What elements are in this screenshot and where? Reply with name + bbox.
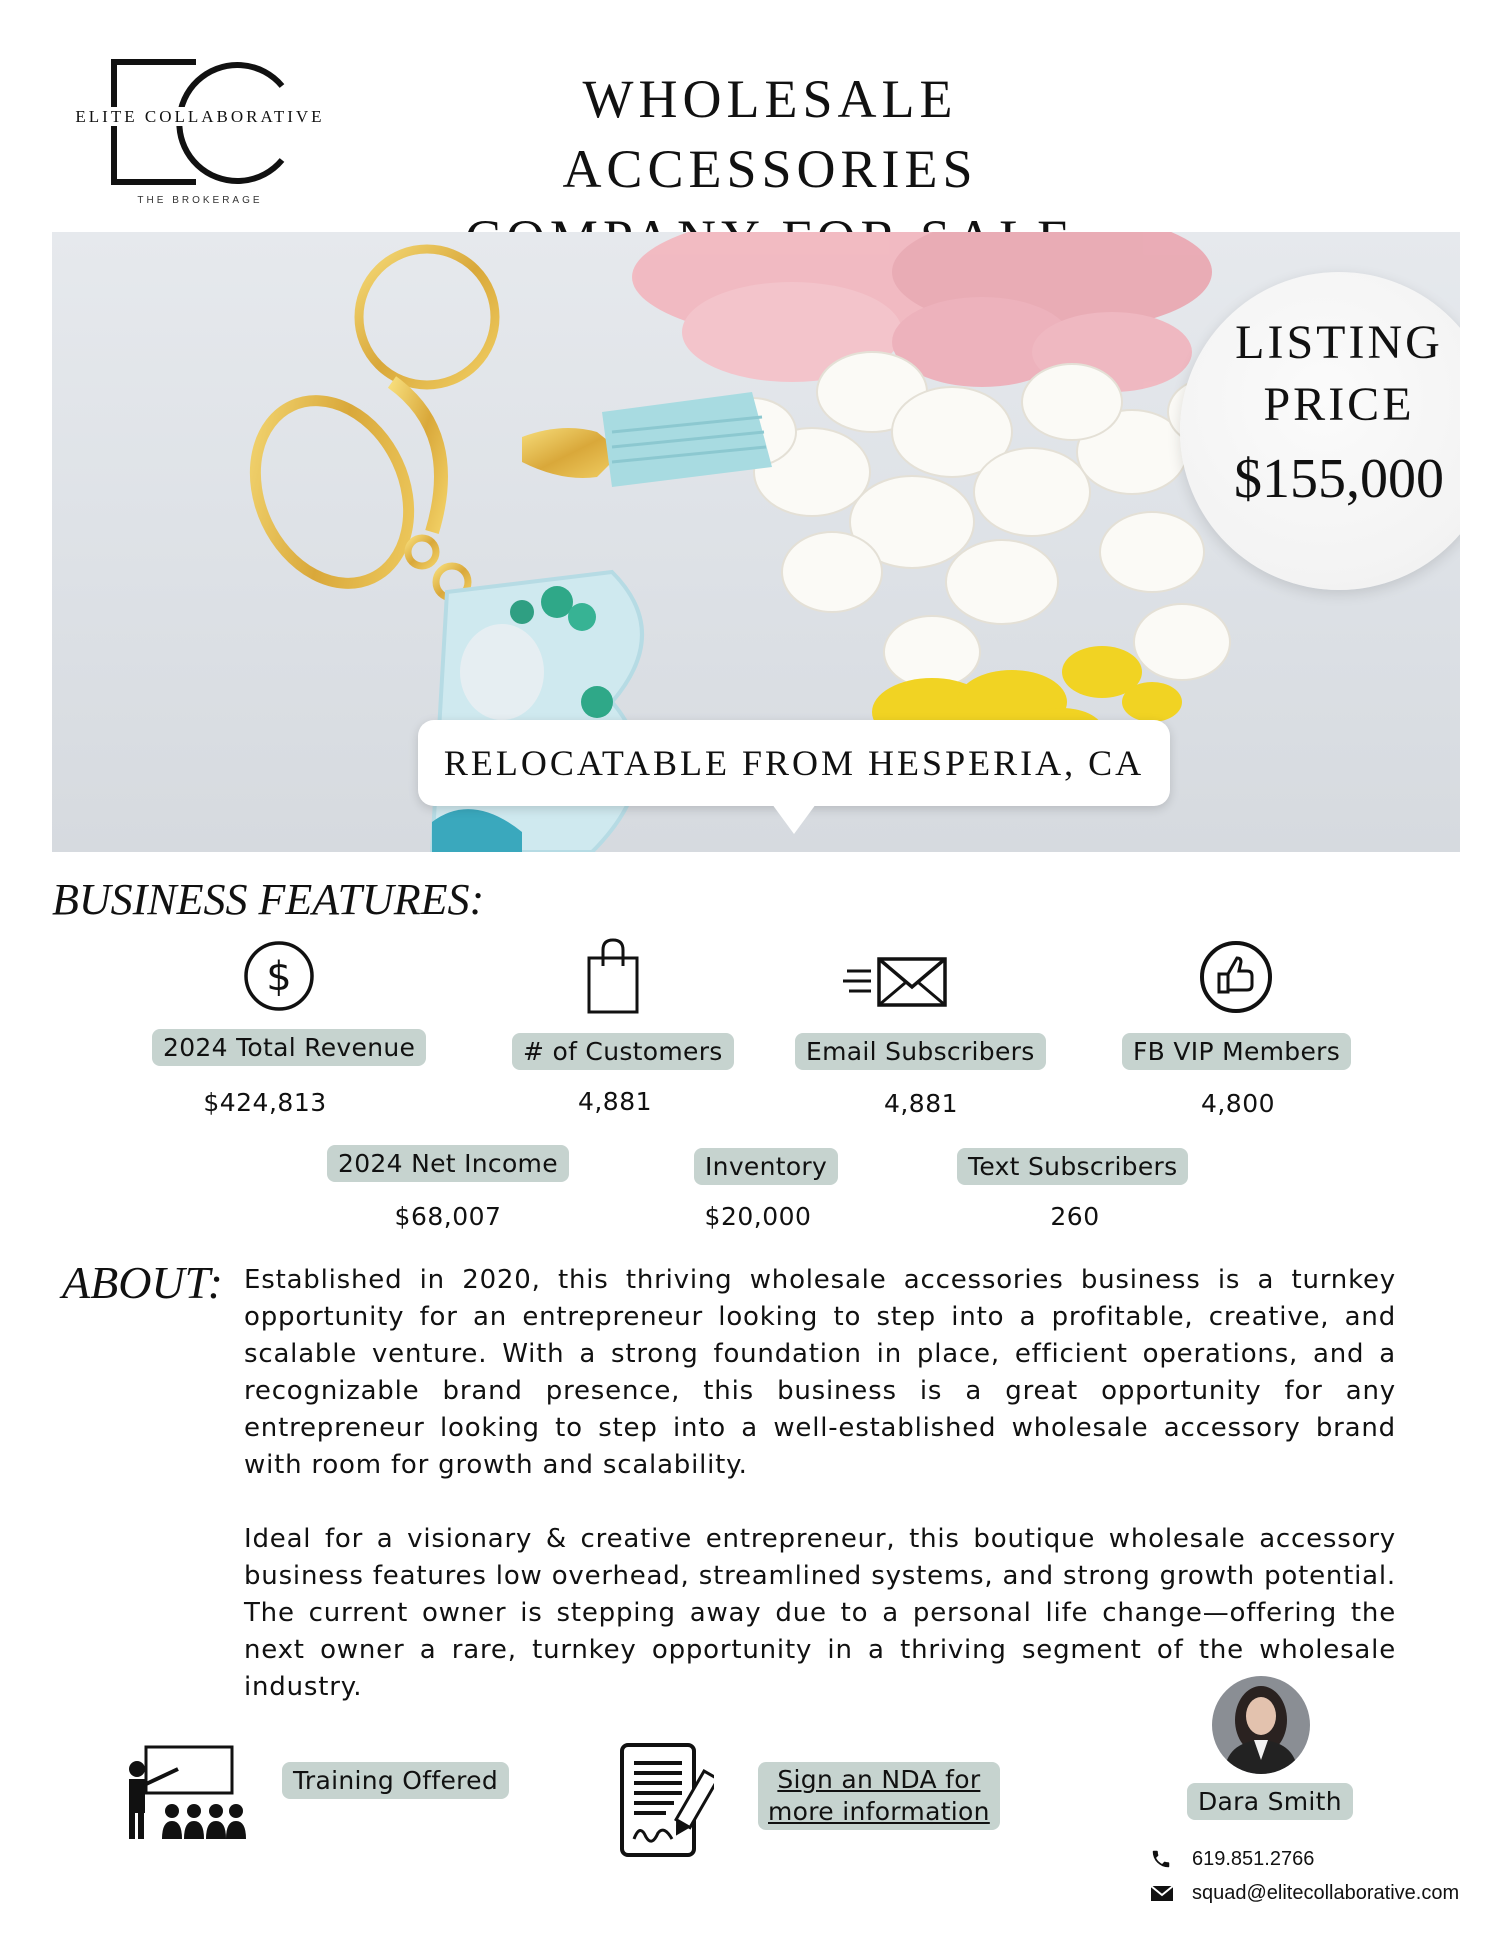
location-callout: RELOCATABLE FROM HESPERIA, CA <box>418 720 1170 806</box>
training-offered-badge: Training Offered <box>282 1762 509 1799</box>
email-icon <box>843 955 949 1011</box>
signed-document-icon <box>618 1741 714 1859</box>
agent-email: squad@elitecollaborative.com <box>1192 1882 1460 1904</box>
revenue-value: $424,813 <box>203 1088 327 1117</box>
net-income-label: 2024 Net Income <box>327 1145 569 1182</box>
inventory-label: Inventory <box>694 1148 838 1185</box>
nda-line-2: more information <box>768 1797 990 1826</box>
pink-foliage <box>632 232 1212 392</box>
agent-name: Dara Smith <box>1187 1783 1353 1820</box>
brand-tagline: THE BROKERAGE <box>137 195 263 206</box>
thumbs-up-icon <box>1199 940 1273 1014</box>
training-presenter-icon <box>124 1745 246 1841</box>
brand-name: ELITE COLLABORATIVE <box>70 107 330 127</box>
email-subscribers-value: 4,881 <box>883 1089 959 1118</box>
about-paragraph-2: Ideal for a visionary & creative entrepreneur, this boutique wholesale accessory business features low overhead, streamlined systems, and strong growth potential. The current owner is stepping away due to a personal life change—offering the next owner a rare, turnkey opportunity in a thriving segment of the wholesale industry. <box>244 1524 1396 1702</box>
phone-icon <box>1150 1848 1172 1870</box>
customers-value: 4,881 <box>577 1087 653 1116</box>
about-paragraph-1: Established in 2020, this thriving wholesale accessories business is a turnkey opportunity for an entrepreneur looking to step into a profitable, creative, and scalable venture. With a strong foundation in place, efficient operations, and a recognizable brand presence, this business is a great opportunity for any entrepreneur looking to step into a well-established wholesale accessory brand with room for growth and scalability. <box>244 1265 1396 1480</box>
svg-text:$: $ <box>266 954 292 1000</box>
title-line-1: WHOLESALE ACCESSORIES <box>562 69 978 199</box>
white-flowers <box>708 352 1256 688</box>
text-subscribers-value: 260 <box>1050 1202 1100 1231</box>
brand-logo <box>70 58 330 218</box>
sign-nda-link[interactable] <box>758 1762 1000 1830</box>
about-body <box>244 1262 1396 1706</box>
email-subscribers-label: Email Subscribers <box>795 1033 1046 1070</box>
customers-label: # of Customers <box>512 1033 734 1070</box>
listing-label-line-1: LISTING <box>1235 316 1443 369</box>
listing-price-value: $155,000 <box>1234 448 1444 510</box>
nda-line-1: Sign an NDA for <box>777 1765 981 1794</box>
text-subscribers-label: Text Subscribers <box>957 1148 1188 1185</box>
inventory-value: $20,000 <box>704 1202 812 1231</box>
fb-vip-value: 4,800 <box>1200 1089 1276 1118</box>
agent-avatar <box>1212 1676 1310 1774</box>
listing-label-line-2: PRICE <box>1263 378 1415 431</box>
fb-vip-label: FB VIP Members <box>1122 1033 1351 1070</box>
dollar-icon <box>243 940 315 1012</box>
net-income-value: $68,007 <box>394 1202 502 1231</box>
agent-phone: 619.851.2766 <box>1192 1848 1315 1870</box>
callout-tail <box>772 804 816 834</box>
mail-icon <box>1150 1882 1174 1904</box>
shopping-bag-icon <box>585 936 641 1016</box>
features-heading: BUSINESS FEATURES: <box>52 875 485 924</box>
revenue-label: 2024 Total Revenue <box>152 1029 426 1066</box>
listing-price-label <box>1180 312 1460 436</box>
about-heading: ABOUT: <box>62 1257 223 1308</box>
